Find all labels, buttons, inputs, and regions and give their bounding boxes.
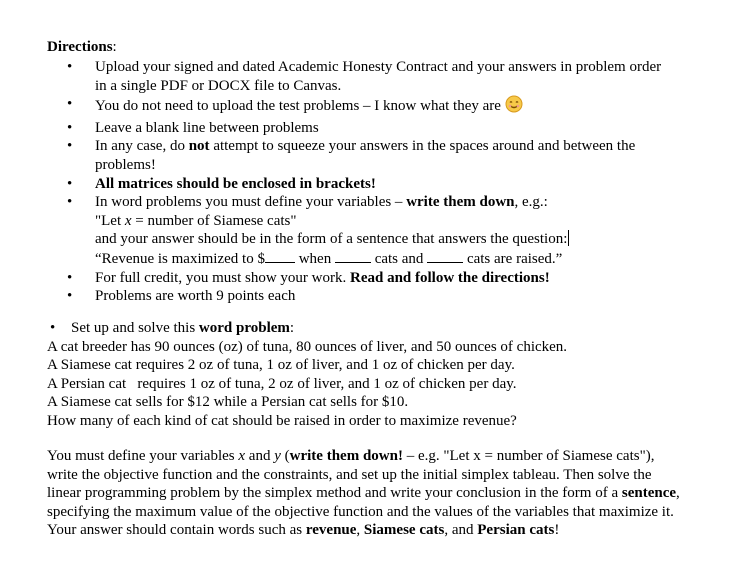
directions-colon: : — [112, 39, 117, 55]
list-item: • Upload your signed and dated Academic Honesty Contract and your answers in problem order in a single PDF or DOCX file to Canvas. — [67, 59, 662, 94]
list-item: • In any case, do not attempt to squeeze your answers in the spaces around and between the problems! — [67, 138, 636, 173]
directions-list — [0, 58, 731, 306]
example-block — [0, 212, 731, 269]
list-item: • You do not need to upload the test problems – I know what they are — [0, 95, 731, 119]
blank-persian — [427, 249, 463, 263]
example-sentence: “Revenue is maximized to $ when cats and cats are raised.” — [95, 250, 563, 267]
direction-text: Upload your signed and dated Academic Honesty Contract and your answers in problem order in a single PDF or DOCX file to Canvas. — [95, 59, 662, 94]
problem-line: A Siamese cat sells for $12 while a Persian cat sells for $10. — [47, 394, 409, 411]
direction-text: You do not need to upload the test problems – I know what they are — [95, 98, 501, 115]
problem-line: A Persian cat requires 1 oz of tuna, 2 oz of liver, and 1 oz of chicken per day. — [47, 375, 517, 392]
direction-bold-text: All matrices should be enclosed in brackets! — [95, 175, 376, 192]
problem-intro: • Set up and solve this word problem: — [50, 320, 295, 336]
list-item: • All matrices should be enclosed in brackets! — [67, 175, 376, 192]
problem-line: A cat breeder has 90 ounces (oz) of tuna, 80 ounces of liver, and 50 ounces of chicken. — [47, 338, 568, 355]
blank-revenue — [265, 249, 295, 263]
blank-siamese — [335, 249, 371, 263]
list-item: • In word problems you must define your variables – write them down, e.g.: — [67, 194, 548, 211]
example-let-line: "Let x = number of Siamese cats" — [95, 212, 297, 229]
problem-section — [47, 319, 687, 431]
text-cursor — [568, 230, 569, 246]
list-item: • Leave a blank line between problems — [67, 119, 319, 136]
directions-heading — [47, 38, 117, 56]
smiley-face-icon — [505, 95, 523, 119]
direction-text: Problems are worth 9 points each — [95, 288, 296, 305]
example-answer-line: and your answer should be in the form of a sentence that answers the question: — [95, 231, 568, 248]
list-item: • For full credit, you must show your work. Read and follow the directions! — [67, 269, 550, 286]
instructions-paragraph: You must define your variables x and y (write them down! – e.g. "Let x = number of Siamese cats"), write the objective function and the constraints, and set up the initial simplex tableau. Then solve the linear programming problem by the simplex method and write your conclusion in the form of a sentence, specifying the maximum value of the objective function and the values of the variables that maximize it. Your answer should contain words such as revenue, Siamese cats, and Persian cats! — [47, 448, 680, 539]
directions-title: Directions — [47, 39, 113, 55]
direction-text: Leave a blank line between problems — [95, 119, 319, 136]
list-item: • Problems are worth 9 points each — [67, 288, 296, 305]
problem-line: A Siamese cat requires 2 oz of tuna, 1 oz of liver, and 1 oz of chicken per day. — [47, 357, 515, 374]
problem-line: How many of each kind of cat should be raised in order to maximize revenue? — [47, 412, 517, 429]
